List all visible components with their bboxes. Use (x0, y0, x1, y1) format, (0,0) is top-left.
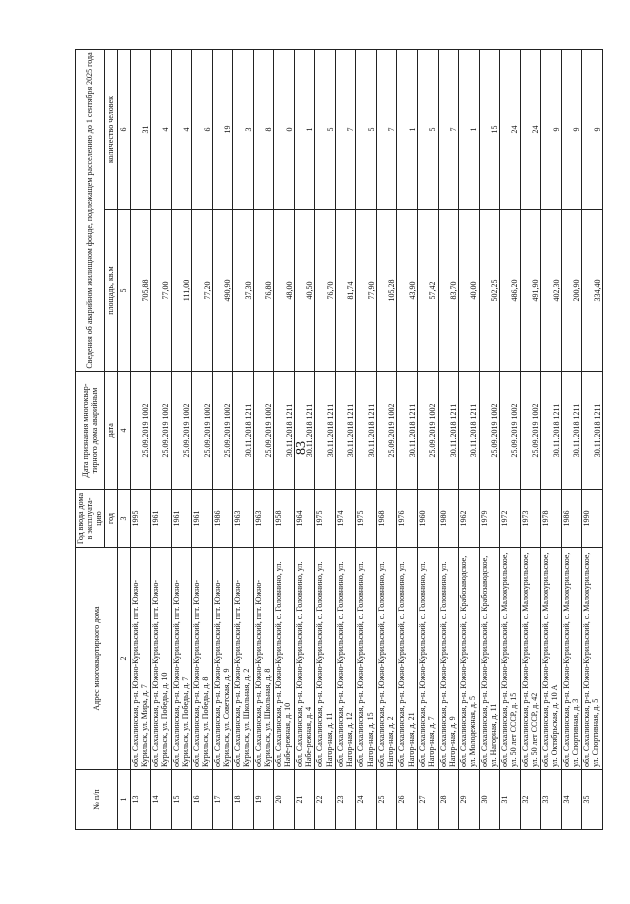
row-number: 16 (192, 770, 213, 830)
row-year: 1979 (479, 490, 500, 548)
row-number: 27 (418, 770, 439, 830)
row-number: 20 (274, 770, 295, 830)
row-address: обл. Сахалинская, р-н. Южно-Курильский, с. Малокурильское, ул. Октябрьская, д. 10 А (541, 548, 562, 770)
row-year: 1962 (459, 490, 480, 548)
row-address: обл. Сахалинская, р-н. Южно-Курильский, с. Головнино, ул. Нагор-ная, д. 11 (315, 548, 336, 770)
table-row (541, 49, 562, 829)
row-date: 25.09.2019 1002 (212, 372, 233, 490)
row-number: 34 (561, 770, 582, 830)
row-address: обл. Сахалинская, р-н. Южно-Курильский, с. Головнино, ул. Нагор-ная, д. 2 (376, 548, 397, 770)
row-year: 1972 (500, 490, 521, 548)
row-number: 22 (315, 770, 336, 830)
row-people: 1 (294, 49, 315, 209)
col-number: 3 (117, 490, 130, 548)
header-address: Адрес многоквартирного дома (76, 548, 118, 770)
header-info-group: Сведения об аварийном жилищном фонде, подлежащем расселению до 1 сентября 2025 года (76, 49, 105, 371)
row-address: обл. Сахалинская, р-н. Южно-Курильский, с. Головнино, ул. Нагор-ная, д. 15 (356, 548, 377, 770)
row-date: 30.11.2018 1211 (438, 372, 459, 490)
row-year: 1961 (151, 490, 172, 548)
row-address: обл. Сахалинская, р-н. Южно-Курильский, пгт. Южно-Курильск, ул. Победы, д. 8 (192, 548, 213, 770)
row-area: 111,00 (171, 210, 192, 372)
row-year: 1961 (171, 490, 192, 548)
table-row (274, 49, 295, 829)
col-number: 1 (117, 770, 130, 830)
row-area: 105,28 (376, 210, 397, 372)
row-people: 4 (171, 49, 192, 209)
row-year: 1973 (520, 490, 541, 548)
row-number: 17 (212, 770, 233, 830)
table-row (520, 49, 541, 829)
col-number: 2 (117, 548, 130, 770)
table-row (582, 49, 603, 829)
row-people: 4 (151, 49, 172, 209)
row-date: 30.11.2018 1211 (397, 372, 418, 490)
row-people: 9 (561, 49, 582, 209)
row-number: 15 (171, 770, 192, 830)
table-row (151, 49, 172, 829)
row-area: 57,42 (418, 210, 439, 372)
row-date: 30.11.2018 1211 (315, 372, 336, 490)
subheader-people: количество человек (104, 49, 117, 209)
row-number: 31 (500, 770, 521, 830)
table-row (192, 49, 213, 829)
row-address: обл. Сахалинская, р-н. Южно-Курильский, с. Головнино, ул. Набе-режная, д. 10 (274, 548, 295, 770)
row-people: 7 (335, 49, 356, 209)
table-row (253, 49, 274, 829)
row-address: обл. Сахалинская, р-н. Южно-Курильский, с. Головнино, ул. Нагор-ная, д. 12 (335, 548, 356, 770)
row-area: 76,80 (253, 210, 274, 372)
row-date: 25.09.2019 1002 (500, 372, 521, 490)
table-row (376, 49, 397, 829)
row-year: 1975 (356, 490, 377, 548)
row-address: обл. Сахалинская, р-н. Южно-Курильский, пгт. Южно-Курильск, ул. Мира, д. 7 (130, 548, 151, 770)
row-area: 81,74 (335, 210, 356, 372)
row-people: 3 (233, 49, 254, 209)
row-number: 26 (397, 770, 418, 830)
row-people: 9 (582, 49, 603, 209)
row-date: 25.09.2019 1002 (151, 372, 172, 490)
row-date: 30.11.2018 1211 (561, 372, 582, 490)
emergency-housing-table (75, 49, 603, 830)
row-people: 1 (397, 49, 418, 209)
row-address: обл. Сахалинская, р-н. Южно-Курильский, с. Головнино, ул. Нагор-ная, д. 21 (397, 548, 418, 770)
row-number: 30 (479, 770, 500, 830)
table-row (356, 49, 377, 829)
row-people: 24 (500, 49, 521, 209)
table-row (459, 49, 480, 829)
row-address: обл. Сахалинская, р-н. Южно-Курильский, с. Крабозаводское, ул. Нагорная, д. 11 (479, 548, 500, 770)
row-number: 35 (582, 770, 603, 830)
header-date-recognition: Дата признания многоквар-тирного дома аварийным (76, 372, 105, 490)
row-address: обл. Сахалинская, р-н. Южно-Курильский, с. Малокурильское, ул. Спортивная, д. 5 (582, 548, 603, 770)
row-area: 77,00 (151, 210, 172, 372)
table-row (294, 49, 315, 829)
row-area: 40,50 (294, 210, 315, 372)
table-row (335, 49, 356, 829)
table-row (130, 49, 151, 829)
row-area: 200,90 (561, 210, 582, 372)
row-number: 18 (233, 770, 254, 830)
row-area: 334,40 (582, 210, 603, 372)
row-address: обл. Сахалинская, р-н. Южно-Курильский, пгт. Южно-Курильск, ул. Победы, д. 10 (151, 548, 172, 770)
row-number: 25 (376, 770, 397, 830)
row-address: обл. Сахалинская, р-н. Южно-Курильский, с. Головнино, ул. Набе-режная, д. 4 (294, 548, 315, 770)
row-year: 1961 (192, 490, 213, 548)
table-row (212, 49, 233, 829)
table-row (500, 49, 521, 829)
row-number: 29 (459, 770, 480, 830)
row-number: 24 (356, 770, 377, 830)
row-people: 9 (541, 49, 562, 209)
row-address: обл. Сахалинская, р-н. Южно-Курильский, пгт. Южно-Курильск, ул. Школьная, д. 2 (233, 548, 254, 770)
row-people: 31 (130, 49, 151, 209)
row-area: 76,70 (315, 210, 336, 372)
row-area: 490,90 (212, 210, 233, 372)
row-date: 25.09.2019 1002 (192, 372, 213, 490)
page-number: 83 (294, 441, 309, 455)
row-date: 25.09.2019 1002 (376, 372, 397, 490)
row-area: 486,20 (500, 210, 521, 372)
table-row (171, 49, 192, 829)
table-row (233, 49, 254, 829)
row-address: обл. Сахалинская, р-н. Южно-Курильский, с. Крабозаводское, ул. Молодежная, д. 5 (459, 548, 480, 770)
row-address: обл. Сахалинская, р-н. Южно-Курильский, с. Малокурильское, ул. Спортивная, д. 3 (561, 548, 582, 770)
row-address: обл. Сахалинская, р-н. Южно-Курильский, пгт. Южно-Курильск, ул. Победы, д. 7 (171, 548, 192, 770)
row-year: 1968 (376, 490, 397, 548)
row-area: 48,00 (274, 210, 295, 372)
row-people: 0 (274, 49, 295, 209)
row-date: 30.11.2018 1211 (541, 372, 562, 490)
table-row (479, 49, 500, 829)
row-number: 28 (438, 770, 459, 830)
row-people: 24 (520, 49, 541, 209)
row-year: 1978 (541, 490, 562, 548)
header-no: № п/п (76, 770, 118, 830)
row-year: 1975 (315, 490, 336, 548)
row-date: 25.09.2019 1002 (171, 372, 192, 490)
table-body (130, 49, 602, 829)
subheader-year: год (104, 490, 117, 548)
row-number: 23 (335, 770, 356, 830)
row-year: 1986 (212, 490, 233, 548)
row-date: 25.09.2019 1002 (130, 372, 151, 490)
row-address: обл. Сахалинская, р-н. Южно-Курильский, пгт. Южно-Курильск, ул. Советская, д. 9 (212, 548, 233, 770)
row-people: 5 (356, 49, 377, 209)
row-people: 7 (376, 49, 397, 209)
row-year: 1963 (253, 490, 274, 548)
col-number: 6 (117, 49, 130, 209)
row-year: 1995 (130, 490, 151, 548)
row-area: 37,30 (233, 210, 254, 372)
row-people: 8 (253, 49, 274, 209)
row-area: 43,90 (397, 210, 418, 372)
row-people: 19 (212, 49, 233, 209)
row-people: 6 (192, 49, 213, 209)
row-number: 19 (253, 770, 274, 830)
subheader-date: дата (104, 372, 117, 490)
row-number: 13 (130, 770, 151, 830)
subheader-area: площадь, кв.м (104, 210, 117, 372)
row-year: 1980 (438, 490, 459, 548)
row-people: 15 (479, 49, 500, 209)
row-year: 1960 (418, 490, 439, 548)
row-date: 30.11.2018 1211 (233, 372, 254, 490)
row-people: 5 (418, 49, 439, 209)
row-year: 1976 (397, 490, 418, 548)
row-area: 502,25 (479, 210, 500, 372)
row-date: 30.11.2018 1211 (356, 372, 377, 490)
row-date: 25.09.2019 1002 (479, 372, 500, 490)
table-row (561, 49, 582, 829)
row-people: 7 (438, 49, 459, 209)
row-date: 30.11.2018 1211 (582, 372, 603, 490)
row-area: 77,20 (192, 210, 213, 372)
row-year: 1958 (274, 490, 295, 548)
row-area: 83,70 (438, 210, 459, 372)
row-year: 1974 (335, 490, 356, 548)
row-date: 25.09.2019 1002 (520, 372, 541, 490)
row-date: 30.11.2018 1211 (274, 372, 295, 490)
row-address: обл. Сахалинская, р-н. Южно-Курильский, с. Головнино, ул. Нагор-ная, д. 7 (418, 548, 439, 770)
row-number: 33 (541, 770, 562, 830)
row-people: 5 (315, 49, 336, 209)
row-number: 32 (520, 770, 541, 830)
row-date: 25.09.2019 1002 (418, 372, 439, 490)
col-number: 4 (117, 372, 130, 490)
header-year: Год ввода дома в эксплуата-цию (76, 490, 105, 548)
table-row (397, 49, 418, 829)
row-date: 30.11.2018 1211 (459, 372, 480, 490)
row-address: обл. Сахалинская, р-н. Южно-Курильский, пгт. Южно-Курильск, ул. Школьная, д. 8 (253, 548, 274, 770)
row-number: 21 (294, 770, 315, 830)
row-date: 30.11.2018 1211 (294, 372, 315, 490)
row-year: 1964 (294, 490, 315, 548)
col-number: 5 (117, 210, 130, 372)
row-area: 77,90 (356, 210, 377, 372)
row-year: 1990 (582, 490, 603, 548)
row-address: обл. Сахалинская, р-н. Южно-Курильский, с. Малокурильское, ул. 50 лет СССР, д. 42 (520, 548, 541, 770)
row-date: 25.09.2019 1002 (253, 372, 274, 490)
table-row (438, 49, 459, 829)
row-year: 1986 (561, 490, 582, 548)
row-area: 705,88 (130, 210, 151, 372)
row-people: 1 (459, 49, 480, 209)
rotated-table-wrapper (75, 50, 603, 830)
table-row (418, 49, 439, 829)
row-address: обл. Сахалинская, р-н. Южно-Курильский, с. Малокурильское, ул. 50 лет СССР, д. 15 (500, 548, 521, 770)
row-area: 491,90 (520, 210, 541, 372)
table-row (315, 49, 336, 829)
row-year: 1963 (233, 490, 254, 548)
row-date: 30.11.2018 1211 (335, 372, 356, 490)
row-number: 14 (151, 770, 172, 830)
row-area: 402,30 (541, 210, 562, 372)
row-area: 40,00 (459, 210, 480, 372)
row-address: обл. Сахалинская, р-н. Южно-Курильский, с. Головнино, ул. Нагор-ная, д. 9 (438, 548, 459, 770)
